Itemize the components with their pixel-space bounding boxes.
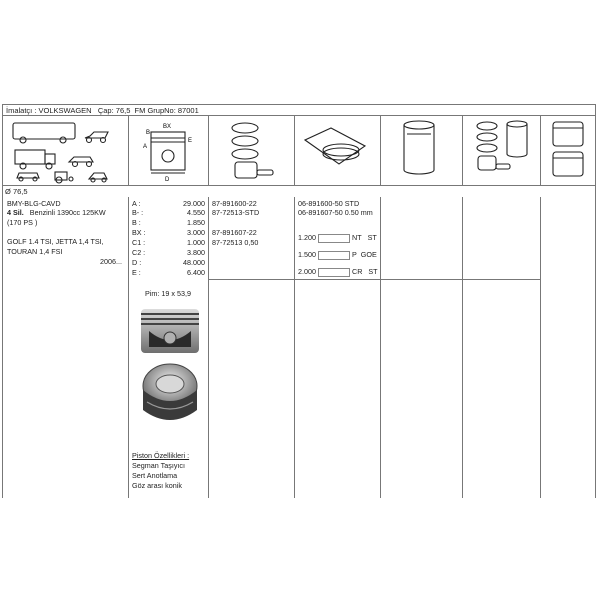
catalog-sheet	[2, 104, 597, 498]
ring-type: CR	[352, 267, 363, 276]
piston-set-icon	[540, 116, 596, 186]
piston-part-3: 87-891607-22	[212, 228, 257, 237]
cylinder-liner-icon	[380, 116, 462, 186]
dim-label-c1: C1 :	[132, 238, 146, 247]
model-year: 2006...	[100, 257, 122, 266]
divider	[208, 279, 294, 280]
ring-code: ST	[367, 233, 377, 242]
piston-features-title: Piston Özellikleri :	[132, 451, 190, 460]
piston-part-4: 87-72513 0,50	[212, 238, 259, 247]
ring-profile-icon	[318, 251, 350, 260]
svg-text:A: A	[143, 144, 148, 150]
svg-text:E: E	[188, 138, 193, 144]
piston-top-image	[139, 362, 201, 432]
dim-label-a: A :	[132, 199, 141, 208]
header-bar	[2, 104, 596, 116]
ring-profile-icon	[318, 234, 350, 243]
liner-column	[380, 197, 462, 498]
piston-feature-1: Segman Taşıyıcı	[132, 461, 185, 470]
divider	[462, 279, 540, 280]
ring-width: 1.200	[298, 233, 316, 242]
cylinder-count: 4 Sil.	[7, 208, 24, 217]
dim-label-bx: BX :	[132, 228, 146, 237]
engine-desc: Benzinli 1390cc 125KW	[29, 208, 106, 217]
dim-value-b: 1.850	[187, 218, 205, 227]
divider	[294, 279, 380, 280]
divider	[380, 279, 462, 280]
fm-group-label: FM GrupNo: 87001	[134, 106, 199, 115]
engine-info-column	[2, 197, 128, 498]
diameter-label: Çap: 76,5	[97, 106, 131, 115]
ring-profile-icon	[318, 268, 350, 277]
piston-feature-2: Sert Anotlama	[132, 471, 178, 480]
set-column	[540, 197, 596, 498]
ring-width: 1.500	[298, 250, 316, 259]
dim-label-b: B :	[132, 218, 141, 227]
dim-value-c1: 1.000	[187, 238, 205, 247]
ring-type: NT	[352, 233, 362, 242]
ring-parts-column	[294, 197, 380, 498]
manufacturer-label: İmalatçı : VOLKSWAGEN	[6, 106, 92, 115]
piston-parts-column	[208, 197, 294, 498]
ring-set-icon	[294, 116, 380, 186]
svg-text:B: B	[146, 130, 151, 136]
vehicles-icon	[2, 116, 128, 186]
diameter-value: 76,5	[12, 187, 28, 196]
dim-value-d: 48.000	[183, 258, 205, 267]
piston-dimension-diagram-icon	[128, 116, 208, 186]
dim-value-a: 29.000	[183, 199, 205, 208]
engine-ps: (170 PS )	[7, 218, 38, 227]
diameter-row	[2, 186, 596, 197]
piston-side-image	[139, 307, 201, 355]
svg-text:D: D	[165, 177, 170, 183]
svg-text:BX: BX	[163, 124, 172, 130]
piston-feature-3: Göz arası konik	[132, 481, 182, 490]
models-line-1: GOLF 1.4 TSI, JETTA 1,4 TSI,	[7, 237, 104, 246]
dim-label-c2: C2 :	[132, 248, 146, 257]
icon-row	[2, 116, 596, 186]
diameter-symbol: Ø	[5, 187, 11, 196]
piston-liner-kit-icon	[462, 116, 540, 186]
dim-value-bx: 3.000	[187, 228, 205, 237]
dim-label-e: E :	[132, 268, 141, 277]
dimensions-column	[128, 197, 208, 498]
ring-code: GOE	[360, 250, 377, 259]
pin-size: Pim: 19 x 53,9	[145, 289, 191, 298]
ring-spec-row	[298, 267, 378, 277]
ring-code: ST	[368, 267, 378, 276]
dim-value-c2: 3.800	[187, 248, 205, 257]
ring-width: 2.000	[298, 267, 316, 276]
piston-rings-icon	[208, 116, 294, 186]
piston-part-1: 87-891600-22	[212, 199, 257, 208]
ring-spec-row	[298, 233, 377, 243]
dim-value-e: 6.400	[187, 268, 205, 277]
dim-label-b-minus: B- :	[132, 208, 144, 217]
ring-spec-row	[298, 250, 377, 260]
dim-label-d: D :	[132, 258, 142, 267]
engine-code: BMY-BLG-CAVD	[7, 199, 61, 208]
ring-part-2: 06-891607-50 0.50 mm	[298, 208, 373, 217]
models-line-2: TOURAN 1,4 FSI	[7, 247, 63, 256]
ring-part-1: 06-891600-50 STD	[298, 199, 360, 208]
dim-value-b-minus: 4.550	[187, 208, 205, 217]
piston-part-2: 87-72513-STD	[212, 208, 260, 217]
ring-type: P	[352, 250, 357, 259]
kit-column	[462, 197, 540, 498]
